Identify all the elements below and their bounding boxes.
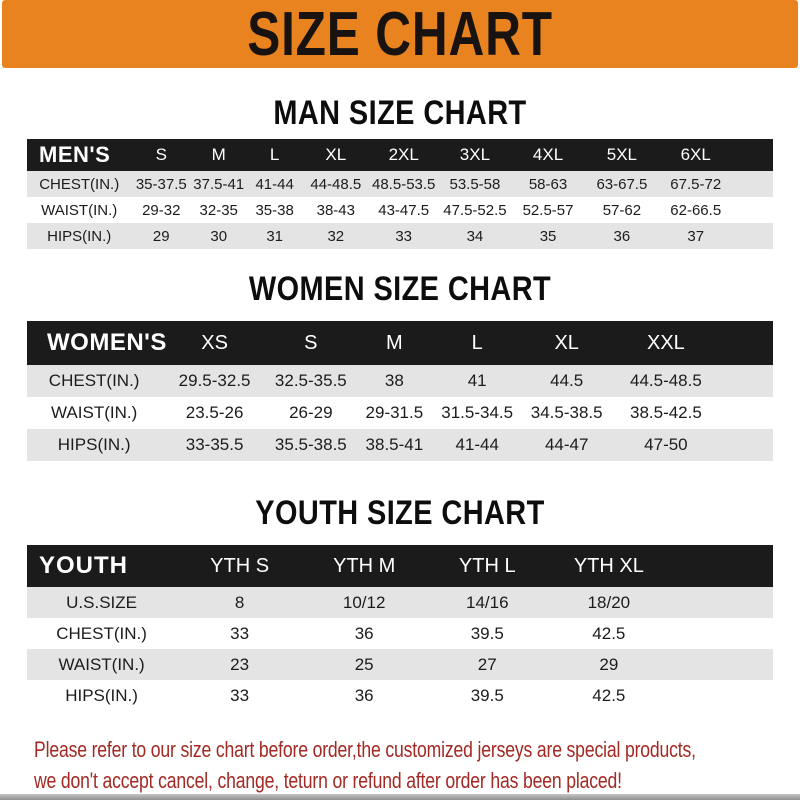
- size-value-cell: 23.5-26: [185, 403, 244, 422]
- women-section-heading: WOMEN SIZE CHART: [248, 270, 552, 308]
- women-size-table: [27, 321, 773, 461]
- size-column-header: YTH S: [176, 545, 303, 587]
- row-label: CHEST(IN.): [56, 623, 147, 643]
- filler-cell: [669, 618, 773, 649]
- filler-cell: [733, 223, 773, 249]
- size-value-cell: 41-44: [455, 435, 499, 454]
- size-chart-banner: [2, 0, 798, 68]
- size-value-cell: 47-50: [644, 435, 688, 454]
- table-row: [27, 587, 773, 618]
- size-column-header: XL: [303, 139, 369, 171]
- row-label: HIPS(IN.): [47, 227, 112, 245]
- table-row: [27, 223, 773, 249]
- size-value-cell: 29-31.5: [365, 403, 424, 422]
- size-column-header: S: [268, 321, 354, 365]
- size-value-cell: 44.5: [550, 371, 584, 390]
- size-value-cell: 44.5-48.5: [629, 371, 702, 390]
- filler-cell: [718, 321, 773, 365]
- table-row: [27, 365, 773, 397]
- size-value-cell: 25: [354, 654, 374, 674]
- table-row: [27, 197, 773, 223]
- size-value-cell: 32.5-35.5: [274, 371, 347, 390]
- size-column-header: 5XL: [585, 139, 659, 171]
- men-section-heading: MAN SIZE CHART: [273, 94, 527, 132]
- size-value-cell: 14/16: [465, 592, 509, 612]
- size-value-cell: 39.5: [470, 623, 504, 643]
- size-value-cell: 10/12: [342, 592, 386, 612]
- size-value-cell: 38: [384, 371, 404, 390]
- size-value-cell: 30: [210, 227, 228, 245]
- table-corner-label: MEN'S: [27, 139, 131, 171]
- size-value-cell: 62-66.5: [670, 201, 722, 219]
- size-column-header: 6XL: [659, 139, 733, 171]
- size-column-header: 4XL: [511, 139, 585, 171]
- size-value-cell: 33: [230, 623, 250, 643]
- size-value-cell: 44-48.5: [310, 175, 362, 193]
- size-value-cell: 42.5: [592, 623, 626, 643]
- size-value-cell: 18/20: [587, 592, 631, 612]
- table-row: [27, 171, 773, 197]
- filler-cell: [733, 171, 773, 197]
- row-label: CHEST(IN.): [39, 175, 120, 193]
- youth-size-table: [27, 545, 773, 711]
- size-value-cell: 35.5-38.5: [274, 435, 347, 454]
- size-chart-title: SIZE CHART: [247, 0, 553, 69]
- size-column-header: YTH XL: [549, 545, 668, 587]
- size-value-cell: 38.5-42.5: [629, 403, 702, 422]
- filler-cell: [733, 197, 773, 223]
- size-column-header: XXL: [614, 321, 718, 365]
- size-value-cell: 29: [152, 227, 170, 245]
- table-corner-label: WOMEN'S: [27, 321, 161, 365]
- row-label: WAIST(IN.): [41, 201, 118, 219]
- filler-cell: [718, 365, 773, 397]
- size-value-cell: 39.5: [470, 685, 504, 705]
- youth-section-heading: YOUTH SIZE CHART: [255, 494, 545, 532]
- size-value-cell: 33-35.5: [185, 435, 244, 454]
- table-row: [27, 397, 773, 429]
- size-column-header: L: [246, 139, 303, 171]
- size-value-cell: 33: [395, 227, 413, 245]
- filler-cell: [669, 680, 773, 711]
- size-value-cell: 41: [467, 371, 487, 390]
- size-value-cell: 32-35: [199, 201, 238, 219]
- filler-cell: [669, 545, 773, 587]
- size-column-header: YTH M: [303, 545, 425, 587]
- row-label: HIPS(IN.): [65, 685, 138, 705]
- row-label: HIPS(IN.): [57, 435, 131, 454]
- disclaimer-line-2: we don't accept cancel, change, teturn or refund after order has been placed!: [34, 768, 622, 793]
- size-value-cell: 35: [539, 227, 557, 245]
- size-column-header: XS: [161, 321, 268, 365]
- size-value-cell: 67.5-72: [670, 175, 722, 193]
- size-value-cell: 36: [354, 685, 374, 705]
- size-value-cell: 41-44: [255, 175, 294, 193]
- size-value-cell: 31: [266, 227, 283, 245]
- row-label: CHEST(IN.): [48, 371, 140, 390]
- size-value-cell: 35-37.5: [135, 175, 187, 193]
- size-value-cell: 43-47.5: [378, 201, 430, 219]
- size-value-cell: 33: [230, 685, 250, 705]
- size-value-cell: 32: [327, 227, 345, 245]
- size-column-header: YTH L: [425, 545, 549, 587]
- size-value-cell: 38.5-41: [365, 435, 424, 454]
- size-column-header: XL: [519, 321, 614, 365]
- size-column-header: 3XL: [439, 139, 511, 171]
- size-value-cell: 42.5: [592, 685, 626, 705]
- table-row: [27, 618, 773, 649]
- table-row: [27, 649, 773, 680]
- size-column-header: S: [131, 139, 191, 171]
- disclaimer-line-1: Please refer to our size chart before order,the customized jerseys are special products,: [34, 737, 696, 762]
- size-value-cell: 34.5-38.5: [530, 403, 603, 422]
- filler-cell: [733, 139, 773, 171]
- size-value-cell: 37.5-41: [193, 175, 245, 193]
- size-value-cell: 53.5-58: [449, 175, 501, 193]
- size-value-cell: 36: [613, 227, 631, 245]
- size-value-cell: 38-43: [316, 201, 355, 219]
- size-value-cell: 37: [687, 227, 705, 245]
- size-column-header: 2XL: [369, 139, 439, 171]
- disclaimer-text: [34, 734, 800, 796]
- size-value-cell: 27: [477, 654, 497, 674]
- row-label: WAIST(IN.): [51, 403, 138, 422]
- table-row: [27, 429, 773, 461]
- size-value-cell: 52.5-57: [522, 201, 574, 219]
- size-value-cell: 57-62: [602, 201, 642, 219]
- table-row: [27, 680, 773, 711]
- size-value-cell: 48.5-53.5: [372, 175, 436, 193]
- size-value-cell: 47.5-52.5: [443, 201, 507, 219]
- size-value-cell: 35-38: [255, 201, 294, 219]
- size-value-cell: 26-29: [289, 403, 333, 422]
- row-label: U.S.SIZE: [66, 592, 138, 612]
- men-size-table: [27, 139, 773, 249]
- filler-cell: [718, 429, 773, 461]
- size-value-cell: 29.5-32.5: [178, 371, 251, 390]
- size-value-cell: 31.5-34.5: [441, 403, 514, 422]
- size-column-header: M: [191, 139, 246, 171]
- size-value-cell: 58-63: [528, 175, 568, 193]
- size-value-cell: 44-47: [544, 435, 589, 454]
- bottom-divider: [0, 794, 800, 800]
- size-column-header: L: [435, 321, 519, 365]
- table-corner-label: YOUTH: [27, 545, 176, 587]
- size-value-cell: 29-32: [142, 201, 181, 219]
- size-column-header: M: [354, 321, 435, 365]
- size-value-cell: 23: [230, 654, 250, 674]
- filler-cell: [669, 587, 773, 618]
- size-value-cell: 63-67.5: [596, 175, 648, 193]
- row-label: WAIST(IN.): [58, 654, 145, 674]
- filler-cell: [669, 649, 773, 680]
- size-value-cell: 8: [234, 592, 245, 612]
- size-value-cell: 36: [354, 623, 374, 643]
- filler-cell: [718, 397, 773, 429]
- size-value-cell: 29: [599, 654, 619, 674]
- size-value-cell: 34: [466, 227, 484, 245]
